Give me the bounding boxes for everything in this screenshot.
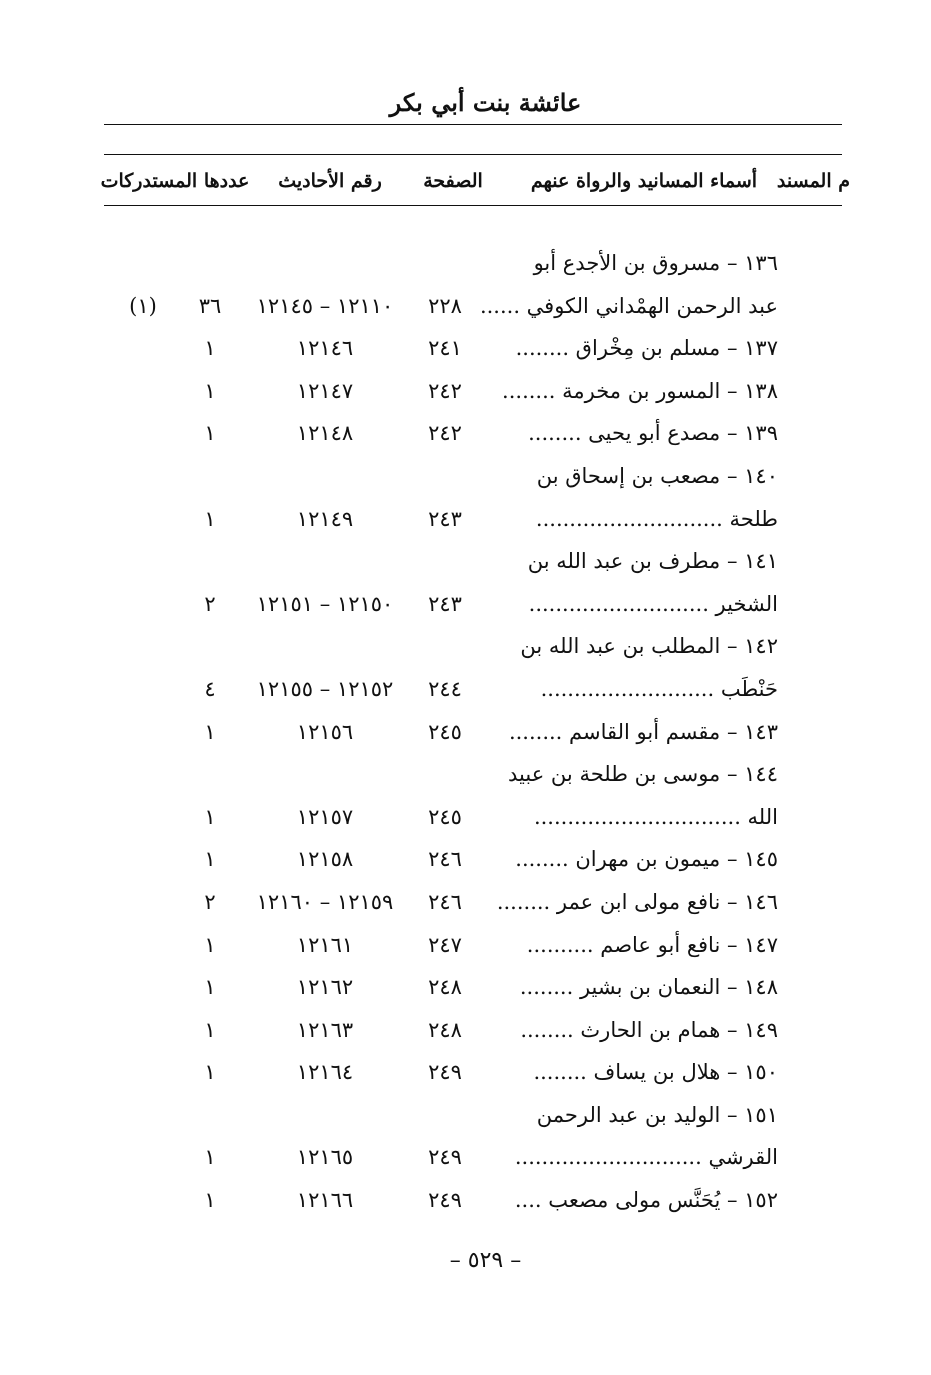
column-header-hadith-numbers: رقم الأحاديث (278, 170, 382, 192)
page-cell: ٢٤١ (428, 336, 462, 361)
narrator-name: ١٥٠ – هلال بن يساف ........ (533, 1060, 778, 1085)
table-row (0, 1094, 931, 1137)
narrator-name: القرشي ............................ (514, 1145, 778, 1170)
narrator-name: ١٤٣ – مقسم أبو القاسم ........ (508, 719, 778, 744)
hadith-numbers-cell: ١٢١٥٦ (296, 719, 354, 744)
page-title: عائشة بنت أبي بكر (389, 88, 582, 117)
page-cell: ٢٤٢ (428, 378, 462, 403)
mustadrak-note-cell: (١) (129, 293, 157, 318)
narrator-name: ١٤٨ – النعمان بن بشير ........ (519, 975, 778, 1000)
hadith-numbers-cell: ١٢١٥٨ (296, 847, 354, 872)
page-cell: ٢٤٨ (428, 1017, 462, 1042)
page-cell: ٢٤٤ (428, 676, 462, 701)
hadith-numbers-cell: ١٢١٥٠ – ١٢١٥١ (256, 591, 394, 616)
table-row (0, 327, 931, 370)
table-row (0, 285, 931, 328)
narrator-name: ١٤٢ – المطلب بن عبد الله بن (520, 634, 778, 659)
count-cell: ١ (204, 932, 216, 957)
narrator-name: ١٤٩ – همام بن الحارث ........ (520, 1017, 778, 1042)
hadith-numbers-cell: ١٢١١٠ – ١٢١٤٥ (256, 293, 394, 318)
index-table (0, 242, 931, 1222)
narrator-name: ١٤١ – مطرف بن عبد الله بن (527, 549, 778, 574)
count-cell: ١ (204, 804, 216, 829)
hadith-numbers-cell: ١٢١٦٥ (296, 1145, 354, 1170)
count-cell: ٢ (204, 591, 216, 616)
narrator-name: ١٥١ – الوليد بن عبد الرحمن (536, 1102, 778, 1127)
narrator-name: ١٤٥ – ميمون بن مهران ........ (515, 847, 778, 872)
table-row (0, 370, 931, 413)
column-header-mustadrakat: المستدركات (100, 170, 198, 192)
narrator-name: ١٤٠ – مصعب بن إسحاق بن (536, 463, 778, 488)
page-cell: ٢٤٦ (428, 847, 462, 872)
narrator-name: ١٣٦ – مسروق بن الأجدع أبو (533, 251, 778, 275)
table-row (0, 881, 931, 924)
table-row (0, 838, 931, 881)
narrator-name: ١٥٢ – يُحَنَّس مولى مصعب .... (514, 1188, 778, 1213)
hadith-numbers-cell: ١٢١٦٦ (296, 1188, 354, 1213)
table-row (0, 242, 931, 285)
page-cell: ٢٤٩ (428, 1188, 462, 1213)
hadith-numbers-cell: ١٢١٥٩ – ١٢١٦٠ (256, 889, 394, 914)
count-cell: ١ (204, 336, 216, 361)
hadith-numbers-cell: ١٢١٥٧ (296, 804, 354, 829)
table-row (0, 924, 931, 967)
table-row (0, 1179, 931, 1222)
column-header-musnad: م المسند (776, 170, 850, 192)
table-row (0, 1136, 931, 1179)
count-cell: ١ (204, 1017, 216, 1042)
hadith-numbers-cell: ١٢١٦٢ (296, 975, 354, 1000)
column-header-count-label: عددها (203, 170, 250, 192)
table-row (0, 668, 931, 711)
count-cell: ١ (204, 975, 216, 1000)
narrator-name: ١٤٤ – موسى بن طلحة بن عبيد (508, 762, 778, 787)
table-row (0, 498, 931, 541)
page-cell: ٢٤٥ (428, 804, 462, 829)
count-cell: ١ (204, 1060, 216, 1085)
count-cell: ٤ (204, 676, 216, 701)
table-row (0, 753, 931, 796)
narrator-name: طلحة ............................ (535, 506, 778, 531)
narrator-name: ١٤٦ – نافع مولى ابن عمر ........ (496, 889, 778, 914)
narrator-name: ١٣٨ – المسور بن مخرمة ........ (502, 378, 778, 403)
column-header-count (100, 170, 250, 192)
header-bottom-divider (104, 205, 842, 206)
narrator-name: ١٤٧ – نافع أبو عاصم .......... (526, 932, 778, 957)
page-cell: ٢٢٨ (428, 293, 462, 318)
count-cell: ١ (204, 1145, 216, 1170)
narrator-name: عبد الرحمن الهمْداني الكوفي ...... (479, 293, 778, 318)
count-cell: ١ (204, 847, 216, 872)
narrator-name: حَنْطَب .......................... (540, 676, 778, 701)
page-cell: ٢٤٣ (428, 591, 462, 616)
hadith-numbers-cell: ١٢١٤٨ (296, 421, 354, 446)
column-header-page: الصفحة (423, 170, 483, 192)
table-row (0, 625, 931, 668)
table-row (0, 1009, 931, 1052)
narrator-name: ١٣٩ – مصدع أبو يحيى ........ (528, 421, 778, 446)
table-row (0, 583, 931, 626)
column-header-names (530, 170, 850, 192)
page-cell: ٢٤٩ (428, 1060, 462, 1085)
table-row (0, 796, 931, 839)
hadith-numbers-cell: ١٢١٤٩ (296, 506, 354, 531)
column-header-names-label: أسماء المسانيد والرواة عنهم (530, 170, 758, 192)
hadith-numbers-cell: ١٢١٤٧ (296, 378, 354, 403)
page-cell: ٢٤٢ (428, 421, 462, 446)
table-row (0, 1051, 931, 1094)
count-cell: ١ (204, 719, 216, 744)
narrator-name: ١٣٧ – مسلم بن مِخْراق ........ (515, 336, 778, 361)
count-cell: ١ (204, 421, 216, 446)
table-row (0, 711, 931, 754)
title-divider (104, 124, 842, 125)
page-cell: ٢٤٥ (428, 719, 462, 744)
count-cell: ١ (204, 1188, 216, 1213)
count-cell: ١ (204, 506, 216, 531)
page-cell: ٢٤٨ (428, 975, 462, 1000)
hadith-numbers-cell: ١٢١٦٣ (296, 1017, 354, 1042)
page-cell: ٢٤٦ (428, 889, 462, 914)
hadith-numbers-cell: ١٢١٤٦ (296, 336, 354, 361)
count-cell: ١ (204, 378, 216, 403)
hadith-numbers-cell: ١٢١٦١ (296, 932, 354, 957)
narrator-name: الله ............................... (533, 804, 778, 829)
table-row (0, 412, 931, 455)
page-number: – ٥٢٩ – (449, 1248, 522, 1273)
page-cell: ٢٤٩ (428, 1145, 462, 1170)
table-row (0, 966, 931, 1009)
count-cell: ٢ (204, 889, 216, 914)
header-top-divider (104, 154, 842, 155)
narrator-name: الشخير ........................... (528, 591, 778, 616)
count-cell: ٣٦ (198, 293, 222, 318)
page-cell: ٢٤٧ (428, 932, 462, 957)
hadith-numbers-cell: ١٢١٥٢ – ١٢١٥٥ (256, 676, 394, 701)
page-cell: ٢٤٣ (428, 506, 462, 531)
table-row (0, 455, 931, 498)
table-row (0, 540, 931, 583)
hadith-numbers-cell: ١٢١٦٤ (296, 1060, 354, 1085)
